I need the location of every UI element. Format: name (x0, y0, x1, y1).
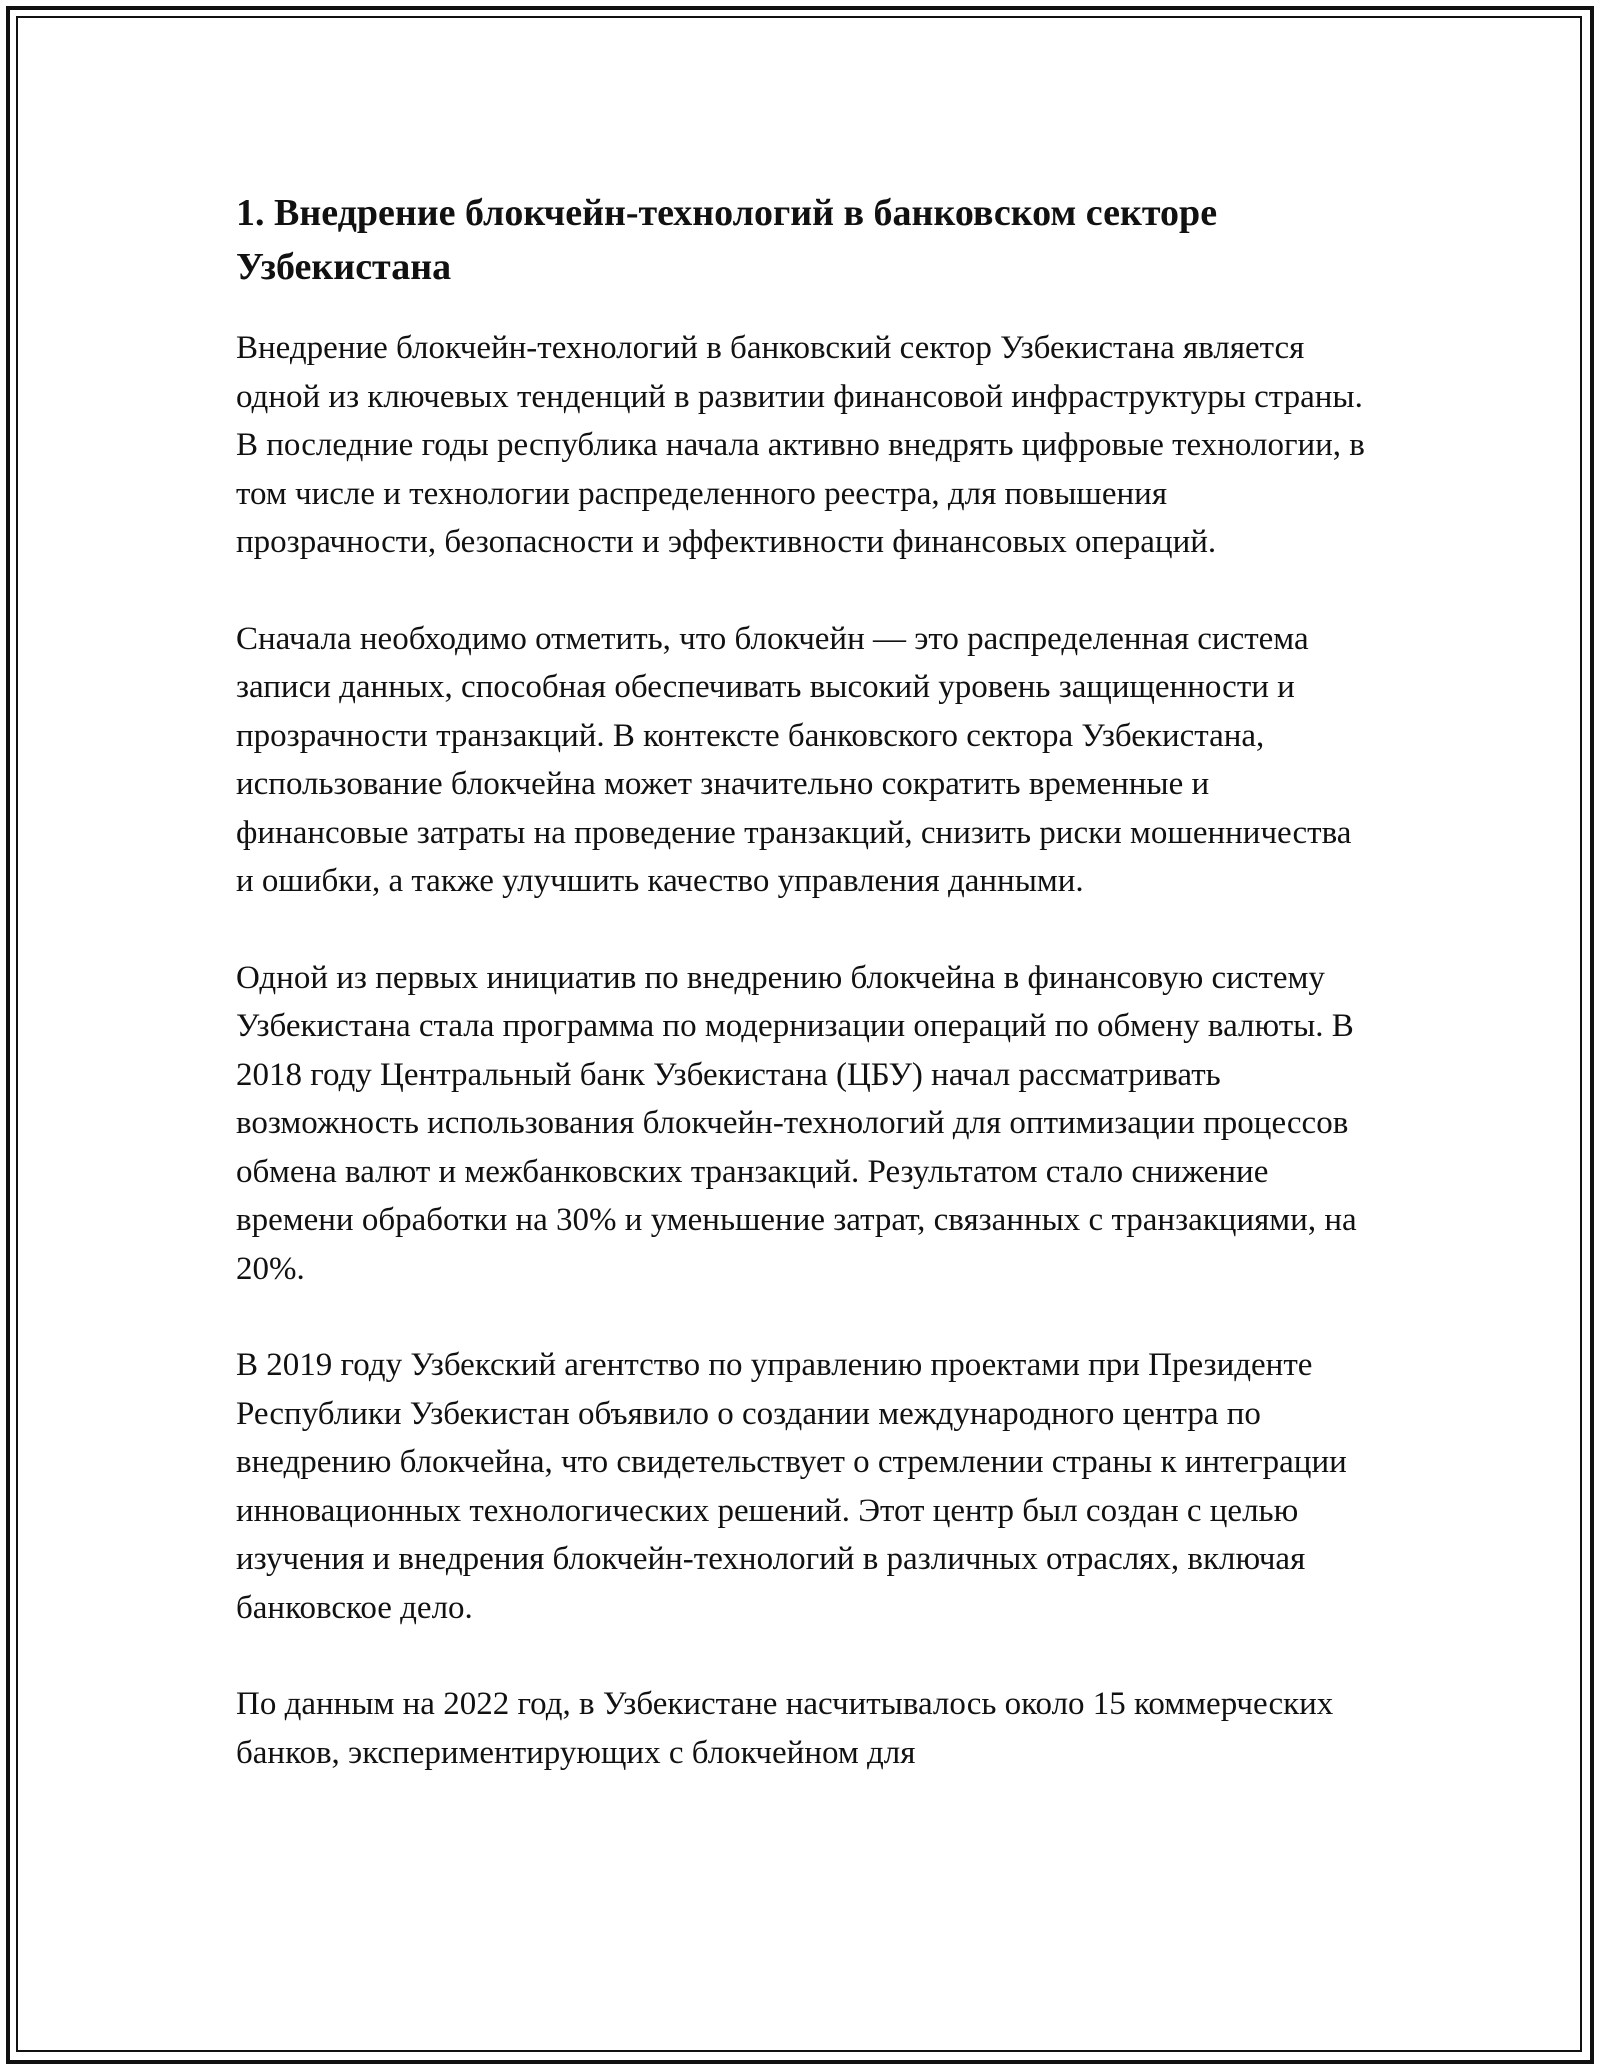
paragraph-5: По данным на 2022 год, в Узбекистане насчитывалось около 15 коммерческих банков, экспериментирующих с блокчейном для (236, 1686, 1334, 1771)
paragraph-3: Одной из первых инициатив по внедрению блокчейна в финансовую систему Узбекистана стала программа по модернизации операций по обмену валюты. В 2018 году Центральный банк Узбекистана (ЦБУ) начал рассматривать возможность использования блокчейн-технологий для оптимизации процессов обмена валют и межбанковских транзакций. Результатом стало снижение времени обработки на 30% и уменьшение затрат, связанных с транзакциями, на 20%. (236, 959, 1357, 1287)
paragraph-1: Внедрение блокчейн-технологий в банковский сектор Узбекистана является одной из ключевых тенденций в развитии финансовой инфраструктуры страны. В последние годы республика начала активно внедрять цифровые технологии, в том числе и технологии распределенного реестра, для повышения прозрачности, безопасности и эффективности финансовых операций. (236, 330, 1365, 560)
paragraph-4: В 2019 году Узбекский агентство по управлению проектами при Президенте Республики Узбекистан объявило о создании международного центра по внедрению блокчейна, что свидетельствует о стремлении страны к интеграции инновационных технологических решений. Этот центр был создан с целью изучения и внедрения блокчейн-технологий в различных отраслях, включая банковское дело. (236, 1347, 1347, 1626)
paragraph-2: Сначала необходимо отметить, что блокчейн — это распределенная система записи данных, способная обеспечивать высокий уровень защищенности и прозрачности транзакций. В контексте банковского сектора Узбекистана, использование блокчейна может значительно сократить временные и финансовые затраты на проведение транзакций, снизить риски мошенничества и ошибки, а также улучшить качество управления данными. (236, 620, 1352, 899)
document-body (236, 186, 1370, 1777)
section-heading: 1. Внедрение блокчейн-технологий в банковском секторе Узбекистана (236, 192, 1218, 288)
